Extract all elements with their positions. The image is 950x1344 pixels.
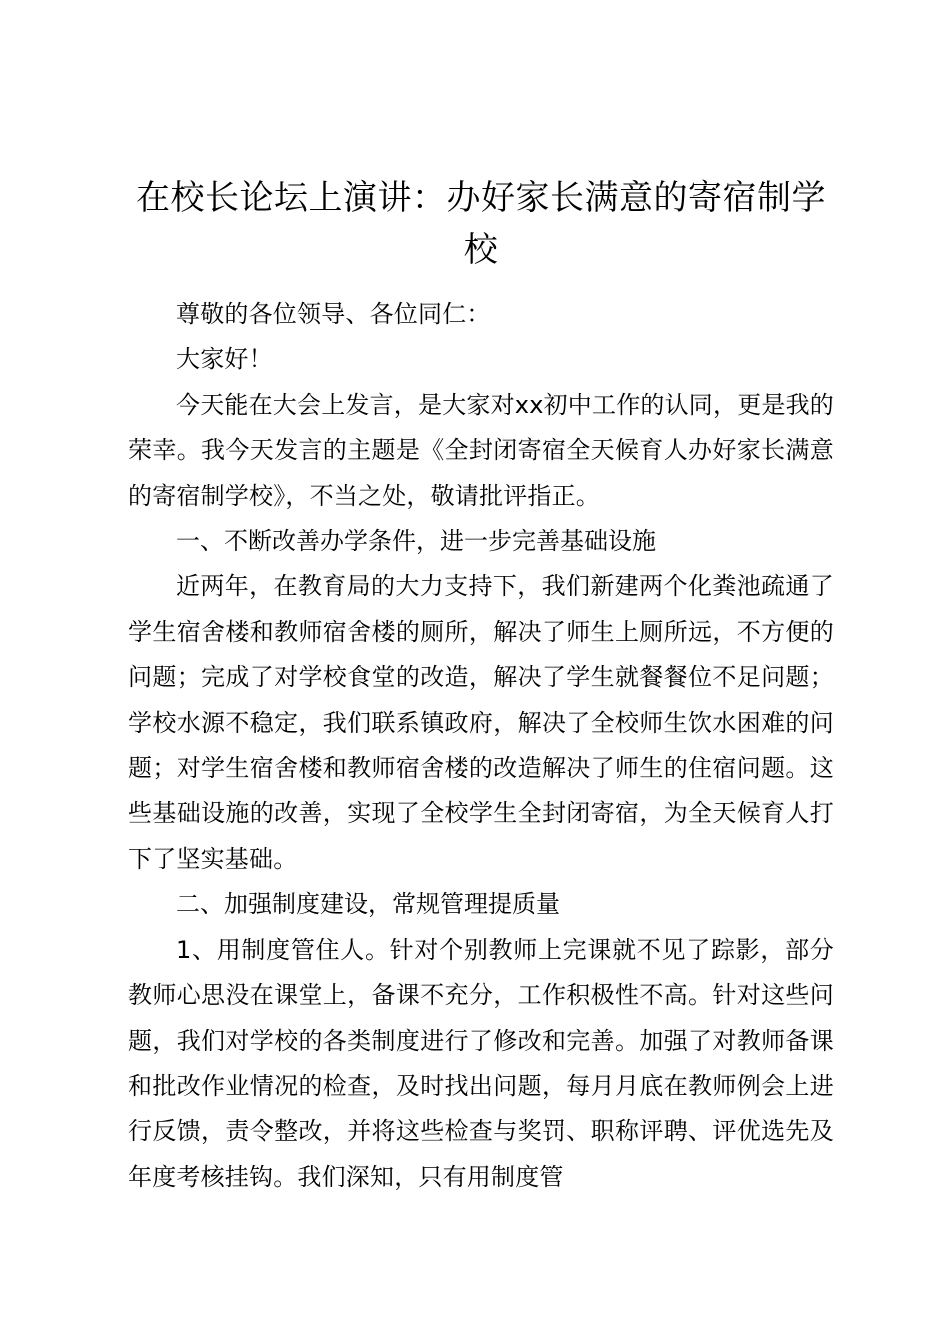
salutation: 尊敬的各位领导、各位同仁： <box>176 300 491 328</box>
document-title: 在校长论坛上演讲：办好家长满意的寄宿制学校 <box>136 178 826 270</box>
document-page <box>128 172 834 1200</box>
intro-paragraph: 今天能在大会上发言，是大家对xx初中工作的认同，更是我的荣幸。我今天发言的主题是《全封闭寄宿全天候育人办好家长满意的寄宿制学校》，不当之处，敬请批评指正。 <box>128 390 835 510</box>
section-1-paragraph: 近两年，在教育局的大力支持下，我们新建两个化粪池疏通了学生宿舍楼和教师宿舍楼的厕所，解决了师生上厕所远，不方便的问题；完成了对学校食堂的改造，解决了学生就餐餐位不足问题；学校水源不稳定，我们联系镇政府，解决了全校师生饮水困难的问题；对学生宿舍楼和教师宿舍楼的改造解决了师生的住宿问题。这些基础设施的改善，实现了全校学生全封闭寄宿，为全天候育人打下了坚实基础。 <box>128 572 834 873</box>
section-2-paragraph: 1、用制度管住人。针对个别教师上完课就不见了踪影，部分教师心思没在课堂上，备课不充分，工作积极性不高。针对这些问题，我们对学校的各类制度进行了修改和完善。加强了对教师备课和批改作业情况的检查，及时找出问题，每月月底在教师例会上进行反馈，责令整改，并将这些检查与奖罚、职称评聘、评优选先及年度考核挂钩。我们深知，只有用制度管 <box>128 935 834 1191</box>
section-2-heading: 二、加强制度建设，常规管理提质量 <box>176 890 560 919</box>
section-1-heading: 一、不断改善办学条件，进一步完善基础设施 <box>176 527 656 556</box>
greeting: 大家好！ <box>176 345 273 374</box>
